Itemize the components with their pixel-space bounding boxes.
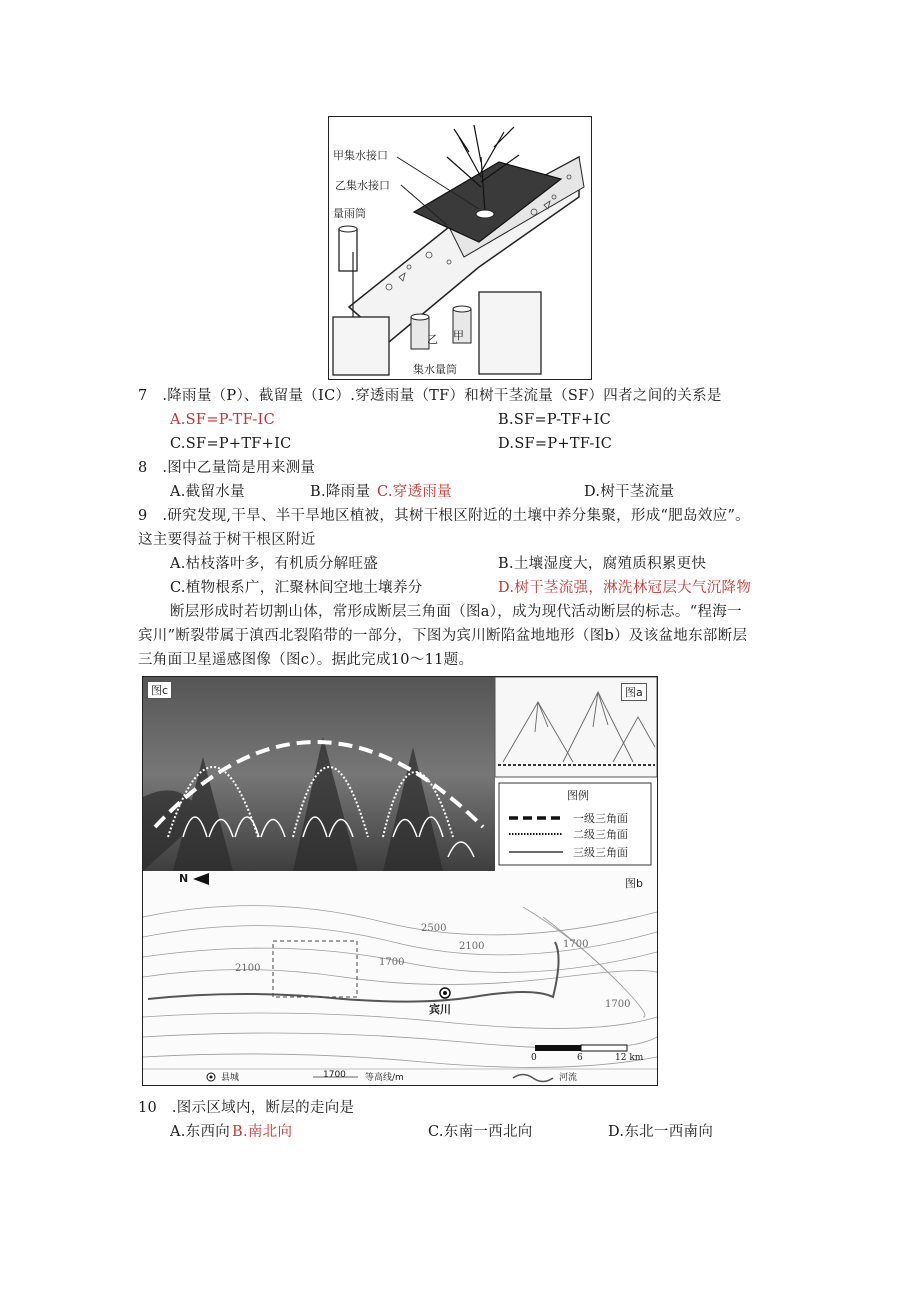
legend-contour-label: 等高线/m xyxy=(365,1073,404,1083)
tag-panel-b: 图b xyxy=(625,877,643,890)
q9-option-a[interactable]: A.枯枝落叶多，有机质分解旺盛 xyxy=(170,556,379,572)
legend-third-order: 三级三角面 xyxy=(573,846,628,859)
legend-county-label: 县城 xyxy=(221,1073,240,1083)
q9-option-d[interactable]: D.树干茎流强，淋洗林冠层大气沉降物 xyxy=(498,580,752,596)
city-label: 宾川 xyxy=(429,1003,451,1016)
front-block-left xyxy=(333,317,389,375)
label-yi-inlet: 乙集水接口 xyxy=(335,179,390,192)
tag-panel-a: 图a xyxy=(621,683,647,701)
label-jia: 甲 xyxy=(453,329,464,342)
label-rain-gauge: 量雨筒 xyxy=(333,207,366,220)
q9-stem-line1: 9 .研究发现,干旱、半干旱地区植被，其树干根区附近的土壤中养分集聚，形成“肥岛效应”。 xyxy=(138,508,750,524)
q7-option-d[interactable]: D.SF=P+TF-IC xyxy=(498,436,613,452)
contour-label-1700-b: 1700 xyxy=(379,957,405,968)
legend-contour-value: 1700 xyxy=(323,1070,346,1080)
q9-option-b[interactable]: B.土壤湿度大，腐殖质积累更快 xyxy=(498,556,707,572)
q8-option-c[interactable]: C.穿透雨量 xyxy=(377,484,452,500)
q8-stem: 8 .图中乙量筒是用来测量 xyxy=(138,460,316,476)
contour-label-2100-b: 2100 xyxy=(235,963,261,974)
q8-option-a[interactable]: A.截留水量 xyxy=(170,484,245,500)
q8-option-b[interactable]: B.降雨量 xyxy=(310,484,371,500)
legend-second-order: 二级三角面 xyxy=(573,828,628,841)
q10-option-c[interactable]: C.东南一西北向 xyxy=(428,1124,533,1140)
label-jia-inlet: 甲集水接口 xyxy=(333,149,388,162)
scale-bar-solid xyxy=(535,1045,581,1051)
contour-label-1700-a: 1700 xyxy=(563,939,589,950)
q7-stem: 7 .降雨量（P）、截留量（IC）.穿透雨量（TF）和树干茎流量（SF）四者之间的关系是 xyxy=(138,388,722,404)
tag-panel-c: 图c xyxy=(147,681,172,699)
label-yi: 乙 xyxy=(427,333,438,346)
figure-1-apparatus xyxy=(328,116,592,380)
legend-first-order: 一级三角面 xyxy=(573,812,628,825)
label-collector: 集水量筒 xyxy=(413,363,457,376)
passage-line2: 宾川”断裂带属于滇西北裂陷带的一部分，下图为宾川断陷盆地地形（图b）及该盆地东部断层 xyxy=(138,628,748,644)
legend-title: 图例 xyxy=(567,789,589,802)
figure-2-fault xyxy=(142,676,658,1086)
contour-label-2500: 2500 xyxy=(421,923,447,934)
rain-gauge-cylinder xyxy=(339,229,357,271)
q7-option-c[interactable]: C.SF=P+TF+IC xyxy=(170,436,292,452)
q7-option-b[interactable]: B.SF=P-TF+IC xyxy=(498,412,612,428)
contour-label-1700-c: 1700 xyxy=(605,999,631,1010)
q10-option-a[interactable]: A.东西向 xyxy=(170,1124,231,1140)
scale-label-6: 6 xyxy=(577,1053,583,1063)
legend-river-label: 河流 xyxy=(559,1073,578,1083)
q7-option-a[interactable]: A.SF=P-TF-IC xyxy=(170,412,275,428)
front-block-right xyxy=(479,292,541,374)
scale-bar-open xyxy=(581,1045,627,1051)
passage-line3: 三角面卫星遥感图像（图c）。据此完成10～11题。 xyxy=(138,652,474,668)
q10-option-b[interactable]: B.南北向 xyxy=(232,1124,293,1140)
q9-stem-line2: 这主要得益于树干根区附近 xyxy=(138,532,316,548)
q8-option-d[interactable]: D.树干茎流量 xyxy=(584,484,675,500)
figure-2-drawing xyxy=(143,677,657,1085)
q10-option-d[interactable]: D.东北一西南向 xyxy=(608,1124,714,1140)
contour-label-2100-a: 2100 xyxy=(459,941,485,952)
scale-label-0: 0 xyxy=(531,1053,537,1063)
apparatus-drawing xyxy=(329,117,591,379)
north-label: N xyxy=(179,872,189,885)
q9-option-c[interactable]: C.植物根系广，汇聚林间空地土壤养分 xyxy=(170,580,423,596)
q10-stem: 10 .图示区域内，断层的走向是 xyxy=(138,1100,355,1116)
scale-label-12: 12 km xyxy=(615,1053,644,1063)
passage-line1: 断层形成时若切割山体，常形成断层三角面（图a），成为现代活动断层的标志。“程海一 xyxy=(170,604,742,620)
